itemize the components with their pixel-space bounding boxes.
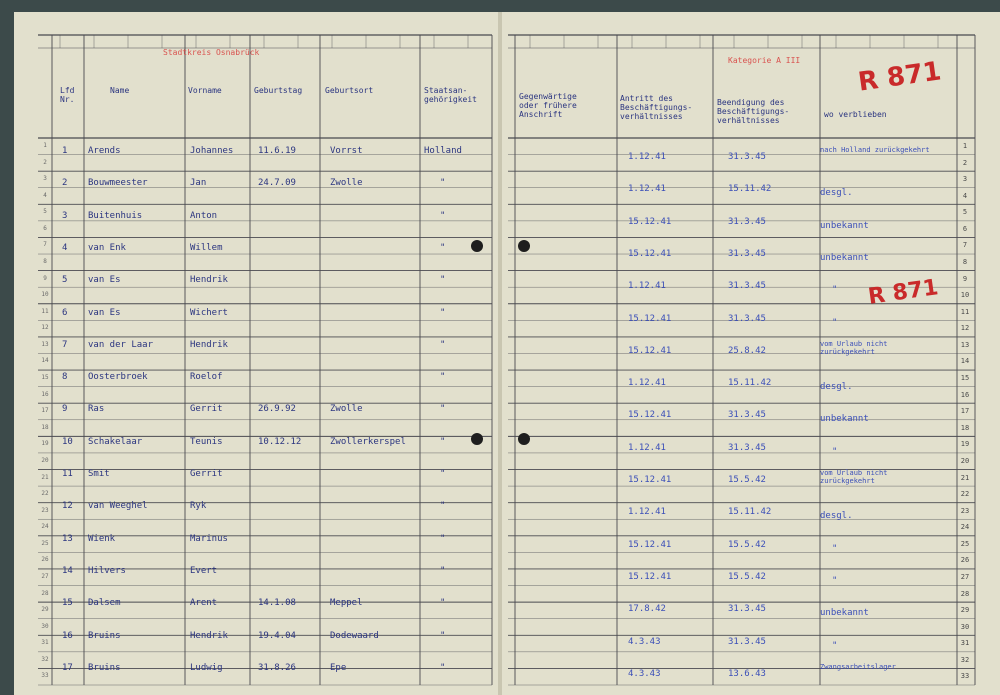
left-line-number: 26 (41, 556, 49, 563)
cell-vorname: Arent (190, 598, 218, 608)
cell-staatsangehoerigkeit: " (440, 566, 446, 576)
cell-nr: 6 (62, 308, 68, 318)
cell-antritt: 15.12.41 (628, 249, 672, 259)
cell-beendigung: 31.3.45 (728, 443, 766, 453)
punch-hole (518, 433, 530, 445)
cell-antritt: 15.12.41 (628, 475, 672, 485)
right-line-number: 14 (960, 357, 970, 365)
header-anschrift: Gegenwärtige oder frühere Anschrift (519, 92, 577, 119)
left-line-number: 16 (41, 391, 49, 398)
right-line-number: 9 (962, 275, 968, 283)
cell-name: Arends (88, 146, 121, 156)
left-line-number: 13 (41, 341, 49, 348)
left-line-number: 10 (41, 291, 49, 298)
right-line-number: 10 (960, 291, 970, 299)
right-line-number: 23 (960, 507, 970, 515)
cell-beendigung: 15.5.42 (728, 540, 766, 550)
cell-staatsangehoerigkeit: " (440, 275, 446, 285)
cell-geburtsort: Zwollerkerspel (330, 437, 406, 447)
cell-name: van Enk (88, 243, 126, 253)
cell-staatsangehoerigkeit: " (440, 501, 446, 511)
cell-staatsangehoerigkeit: " (440, 469, 446, 479)
cell-staatsangehoerigkeit: " (440, 178, 446, 188)
right-line-number: 20 (960, 457, 970, 465)
right-line-number: 1 (962, 142, 968, 150)
cell-beendigung: 15.5.42 (728, 475, 766, 485)
right-line-number: 25 (960, 540, 970, 548)
cell-staatsangehoerigkeit: " (440, 211, 446, 221)
cell-antritt: 1.12.41 (628, 152, 666, 162)
header-beendigung: Beendigung des Beschäftigungs- verhältnisses (717, 98, 790, 125)
cell-nr: 1 (62, 146, 68, 156)
left-line-number: 29 (41, 606, 49, 613)
cell-name: van Es (88, 275, 121, 285)
cell-verbleib: unbekannt (820, 608, 869, 618)
cell-geburtsort: Zwolle (330, 404, 363, 414)
left-line-number: 23 (41, 507, 49, 514)
cell-antritt: 1.12.41 (628, 507, 666, 517)
cell-vorname: Gerrit (190, 404, 223, 414)
cell-name: Schakelaar (88, 437, 143, 447)
cell-vorname: Gerrit (190, 469, 223, 479)
cell-name: Wienk (88, 534, 116, 544)
cell-verbleib: " (832, 447, 838, 457)
cell-vorname: Johannes (190, 146, 234, 156)
cell-name: Buitenhuis (88, 211, 143, 221)
cell-verbleib: nach Holland zurückgekehrt (820, 146, 930, 154)
right-line-number: 13 (960, 341, 970, 349)
cell-beendigung: 25.8.42 (728, 346, 766, 356)
cell-geburtsort: Dodewaard (330, 631, 379, 641)
cell-antritt: 15.12.41 (628, 217, 672, 227)
right-line-number: 11 (960, 308, 970, 316)
right-line-number: 5 (962, 208, 968, 216)
right-line-number: 19 (960, 440, 970, 448)
cell-verbleib: " (832, 285, 838, 295)
cell-beendigung: 15.11.42 (728, 378, 772, 388)
cell-name: Dalsem (88, 598, 121, 608)
cell-vorname: Hendrik (190, 275, 228, 285)
cell-nr: 10 (62, 437, 73, 447)
cell-staatsangehoerigkeit: Holland (424, 146, 462, 156)
cell-geburtsort: Vorrst (330, 146, 363, 156)
cell-beendigung: 31.3.45 (728, 314, 766, 324)
cell-nr: 3 (62, 211, 68, 221)
header-antritt: Antritt des Beschäftigungs- verhältnisses (620, 94, 693, 121)
cell-geburtsort: Meppel (330, 598, 363, 608)
cell-staatsangehoerigkeit: " (440, 437, 446, 447)
cell-beendigung: 31.3.45 (728, 637, 766, 647)
cell-verbleib: unbekannt (820, 414, 869, 424)
right-line-number: 33 (960, 672, 970, 680)
cell-vorname: Anton (190, 211, 218, 221)
cell-nr: 13 (62, 534, 73, 544)
right-line-number: 22 (960, 490, 970, 498)
cell-staatsangehoerigkeit: " (440, 404, 446, 414)
cell-verbleib: desgl. (820, 188, 853, 198)
cell-nr: 7 (62, 340, 68, 350)
cell-staatsangehoerigkeit: " (440, 372, 446, 382)
left-line-number: 14 (41, 357, 49, 364)
right-line-number: 8 (962, 258, 968, 266)
cell-nr: 12 (62, 501, 73, 511)
cell-beendigung: 15.11.42 (728, 507, 772, 517)
punch-hole (518, 240, 530, 252)
left-line-number: 28 (41, 590, 49, 597)
cell-vorname: Evert (190, 566, 218, 576)
right-line-number: 6 (962, 225, 968, 233)
right-line-number: 32 (960, 656, 970, 664)
left-line-number: 19 (41, 440, 49, 447)
cell-geburtstag: 14.1.08 (258, 598, 296, 608)
cell-staatsangehoerigkeit: " (440, 631, 446, 641)
cell-name: Smit (88, 469, 110, 479)
right-line-number: 31 (960, 639, 970, 647)
cell-verbleib: " (832, 318, 838, 328)
left-line-number: 5 (43, 208, 47, 215)
cell-antritt: 15.12.41 (628, 314, 672, 324)
cell-geburtstag: 19.4.04 (258, 631, 296, 641)
header-geburtsort: Geburtsort (325, 86, 374, 95)
cell-vorname: Hendrik (190, 340, 228, 350)
cell-beendigung: 31.3.45 (728, 281, 766, 291)
cell-geburtstag: 10.12.12 (258, 437, 302, 447)
cell-antritt: 15.12.41 (628, 540, 672, 550)
header-staatsangehoerigkeit: Staatsan- gehörigkeit (424, 86, 477, 104)
left-line-number: 6 (43, 225, 47, 232)
right-line-number: 4 (962, 192, 968, 200)
cell-geburtstag: 26.9.92 (258, 404, 296, 414)
cell-name: van der Laar (88, 340, 154, 350)
cell-beendigung: 15.11.42 (728, 184, 772, 194)
cell-beendigung: 31.3.45 (728, 217, 766, 227)
cell-vorname: Marinus (190, 534, 228, 544)
left-line-number: 27 (41, 573, 49, 580)
cell-vorname: Wichert (190, 308, 228, 318)
right-line-number: 29 (960, 606, 970, 614)
cell-antritt: 15.12.41 (628, 410, 672, 420)
right-line-number: 21 (960, 474, 970, 482)
left-line-number: 18 (41, 424, 49, 431)
archive-stamp: R 871 (856, 56, 944, 98)
cell-nr: 11 (62, 469, 73, 479)
cell-staatsangehoerigkeit: " (440, 243, 446, 253)
district-label: Stadtkreis Osnabrück (163, 48, 260, 57)
left-line-number: 4 (43, 192, 47, 199)
archive-stamp: R 871 (866, 275, 940, 310)
right-line-number: 7 (962, 241, 968, 249)
cell-nr: 16 (62, 631, 73, 641)
cell-name: van Es (88, 308, 121, 318)
cell-vorname: Willem (190, 243, 223, 253)
cell-beendigung: 15.5.42 (728, 572, 766, 582)
left-line-number: 1 (43, 142, 47, 149)
cell-antritt: 1.12.41 (628, 443, 666, 453)
cell-name: Bouwmeester (88, 178, 148, 188)
cell-nr: 5 (62, 275, 68, 285)
cell-vorname: Ludwig (190, 663, 223, 673)
cell-antritt: 4.3.43 (628, 669, 661, 679)
left-line-number: 32 (41, 656, 49, 663)
cell-beendigung: 31.3.45 (728, 249, 766, 259)
cell-vorname: Roelof (190, 372, 223, 382)
cell-antritt: 4.3.43 (628, 637, 661, 647)
cell-beendigung: 31.3.45 (728, 604, 766, 614)
cell-vorname: Jan (190, 178, 207, 188)
cell-verbleib: desgl. (820, 382, 853, 392)
cell-geburtstag: 24.7.09 (258, 178, 296, 188)
left-line-number: 3 (43, 175, 47, 182)
cell-antritt: 17.8.42 (628, 604, 666, 614)
cell-antritt: 1.12.41 (628, 378, 666, 388)
cell-verbleib: unbekannt (820, 221, 869, 231)
cell-name: van Weeghel (88, 501, 148, 511)
left-line-number: 9 (43, 275, 47, 282)
left-line-number: 12 (41, 324, 49, 331)
cell-nr: 8 (62, 372, 68, 382)
right-line-number: 17 (960, 407, 970, 415)
left-line-number: 25 (41, 540, 49, 547)
left-line-number: 8 (43, 258, 47, 265)
cell-beendigung: 31.3.45 (728, 152, 766, 162)
cell-name: Ras (88, 404, 105, 414)
cell-nr: 9 (62, 404, 68, 414)
cell-vorname: Ryk (190, 501, 207, 511)
left-line-number: 22 (41, 490, 49, 497)
left-line-number: 30 (41, 623, 49, 630)
punch-hole (471, 240, 483, 252)
cell-nr: 15 (62, 598, 73, 608)
cell-antritt: 15.12.41 (628, 572, 672, 582)
cell-name: Bruins (88, 663, 121, 673)
right-line-number: 24 (960, 523, 970, 531)
cell-verbleib: " (832, 641, 838, 651)
punch-hole (471, 433, 483, 445)
cell-staatsangehoerigkeit: " (440, 598, 446, 608)
cell-antritt: 1.12.41 (628, 281, 666, 291)
cell-verbleib: vom Urlaub nicht zurückgekehrt (820, 340, 888, 356)
cell-verbleib: unbekannt (820, 253, 869, 263)
cell-geburtsort: Epe (330, 663, 347, 673)
cell-nr: 2 (62, 178, 68, 188)
cell-verbleib: " (832, 576, 838, 586)
cell-staatsangehoerigkeit: " (440, 663, 446, 673)
cell-vorname: Teunis (190, 437, 223, 447)
left-line-number: 33 (41, 672, 49, 679)
cell-antritt: 15.12.41 (628, 346, 672, 356)
left-line-number: 20 (41, 457, 49, 464)
right-line-number: 16 (960, 391, 970, 399)
left-line-number: 7 (43, 241, 47, 248)
cell-verbleib: Zwangsarbeitslager (820, 663, 896, 671)
left-line-number: 31 (41, 639, 49, 646)
right-line-number: 18 (960, 424, 970, 432)
cell-geburtstag: 31.8.26 (258, 663, 296, 673)
header-vorname: Vorname (188, 86, 222, 95)
cell-nr: 17 (62, 663, 73, 673)
cell-name: Hilvers (88, 566, 126, 576)
cell-verbleib: " (832, 544, 838, 554)
cell-verbleib: desgl. (820, 511, 853, 521)
cell-name: Bruins (88, 631, 121, 641)
cell-verbleib: vom Urlaub nicht zurückgekehrt (820, 469, 888, 485)
cell-nr: 4 (62, 243, 68, 253)
left-line-number: 2 (43, 159, 47, 166)
category-label: Kategorie A III (728, 56, 801, 65)
cell-name: Oosterbroek (88, 372, 148, 382)
cell-geburtstag: 11.6.19 (258, 146, 296, 156)
right-line-number: 28 (960, 590, 970, 598)
header-geburtstag: Geburtstag (254, 86, 303, 95)
cell-beendigung: 31.3.45 (728, 410, 766, 420)
cell-staatsangehoerigkeit: " (440, 308, 446, 318)
cell-geburtsort: Zwolle (330, 178, 363, 188)
right-line-number: 3 (962, 175, 968, 183)
right-line-number: 26 (960, 556, 970, 564)
right-line-number: 15 (960, 374, 970, 382)
right-line-number: 12 (960, 324, 970, 332)
left-line-number: 17 (41, 407, 49, 414)
cell-nr: 14 (62, 566, 73, 576)
cell-vorname: Hendrik (190, 631, 228, 641)
header-name: Name (110, 86, 130, 95)
left-line-number: 24 (41, 523, 49, 530)
left-line-number: 11 (41, 308, 49, 315)
cell-staatsangehoerigkeit: " (440, 340, 446, 350)
cell-antritt: 1.12.41 (628, 184, 666, 194)
header-verbleib: wo verblieben (824, 110, 887, 119)
cell-beendigung: 13.6.43 (728, 669, 766, 679)
right-line-number: 30 (960, 623, 970, 631)
cell-staatsangehoerigkeit: " (440, 534, 446, 544)
header-lfd-nr: Lfd Nr. (60, 86, 75, 104)
left-line-number: 21 (41, 474, 49, 481)
right-line-number: 2 (962, 159, 968, 167)
left-line-number: 15 (41, 374, 49, 381)
right-line-number: 27 (960, 573, 970, 581)
